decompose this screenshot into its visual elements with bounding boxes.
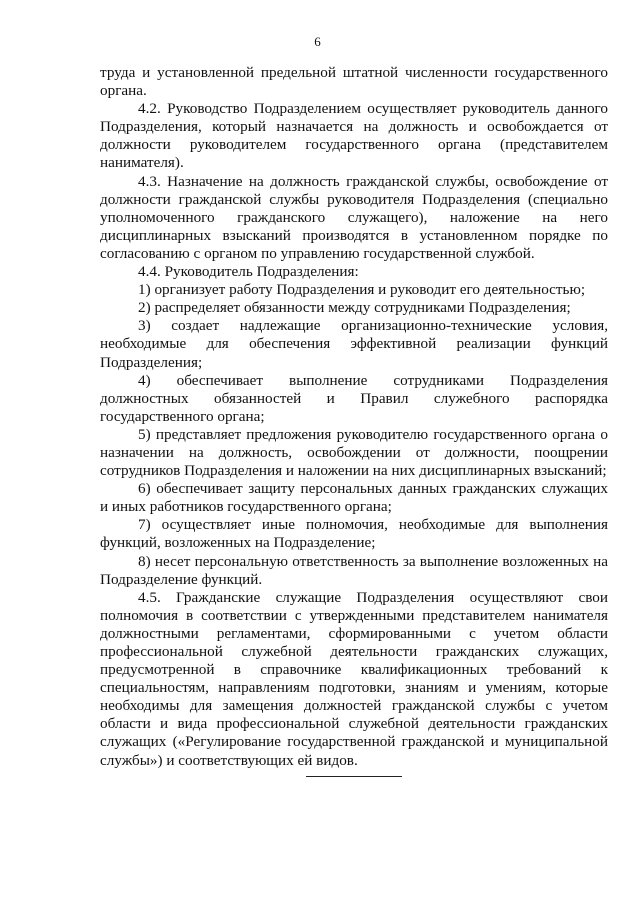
list-item-4: 4) обеспечивает выполнение сотрудниками Подразделения должностных обязанностей и Правил служебного распорядка государственного органа;	[100, 371, 608, 425]
list-item-3: 3) создает надлежащие организационно-технические условия, необходимые для обеспечения эффективной реализации функций Подразделения;	[100, 317, 608, 371]
list-item-5: 5) представляет предложения руководителю государственного органа о назначении на должность, освобождении от должности, поощрении сотрудников Подразделения и наложении на них дисциплинарных взысканий;	[100, 425, 608, 480]
list-item-8: 8) несет персональную ответственность за выполнение возложенных на Подразделение функций.	[100, 552, 608, 588]
document-body	[100, 64, 608, 770]
page-number: 6	[314, 34, 321, 49]
paragraph-4-3: 4.3. Назначение на должность гражданской службы, освобождение от должности гражданской службы руководителя Подразделения (специально уполномоченного гражданского служащего), наложение на него дисциплинарных взысканий производятся в установленном порядке по согласованию с органом по управлению государственной службой.	[100, 172, 608, 262]
list-item-1: 1) организует работу Подразделения и руководит его деятельностью;	[138, 281, 586, 299]
list-item-7: 7) осуществляет иные полномочия, необходимые для выполнения функций, возложенных на Подразделение;	[100, 516, 608, 552]
paragraph-continuation: труда и установленной предельной штатной численности государственного органа.	[100, 64, 608, 100]
paragraph-4-5: 4.5. Гражданские служащие Подразделения осуществляют свои полномочия в соответствии с утвержденными представителем нанимателя должностными регламентами, сформированными с учетом области профессиональной служебной деятельности гражданских служащих, предусмотренной в справочнике квалификационных требований к специальностям, направлениям подготовки, знаниям и умениям, которые необходимы для замещения должностей гражданской службы с учетом области и вида профессиональной служебной деятельности гражданских служащих («Регулирование государственной гражданской и муниципальной службы») и соответствующих ей видов.	[100, 588, 608, 769]
list-item-2: 2) распределяет обязанности между сотрудниками Подразделения;	[138, 299, 571, 317]
paragraph-4-4: 4.4. Руководитель Подразделения:	[138, 263, 359, 281]
list-item-6: 6) обеспечивает защиту персональных данных гражданских служащих и иных работников государственного органа;	[100, 480, 608, 516]
paragraph-4-2: 4.2. Руководство Подразделением осуществляет руководитель данного Подразделения, который назначается на должность и освобождается от должности руководителем государственного органа (представителем нанимателя).	[100, 100, 608, 172]
end-divider	[306, 776, 402, 777]
